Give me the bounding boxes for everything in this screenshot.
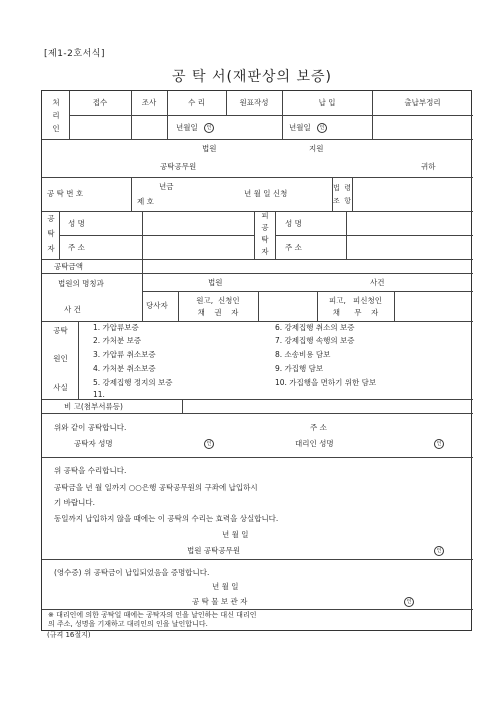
cause-item: 3. 가압류 취소보증 [93, 350, 156, 359]
seal-circle-icon: 인 [404, 597, 414, 607]
processor-side-label-1: 처 [52, 98, 60, 107]
court-label: 법원 [202, 144, 217, 153]
honorific-label: 귀하 [421, 162, 436, 171]
branch-label: 지원 [309, 144, 324, 153]
footnote-line2: 의 주소, 성명을 기재하고 대리인의 인을 날인합니다. [48, 620, 208, 628]
cause-item: 4. 가처분 취소보증 [93, 364, 156, 373]
cause-label-2: 원인 [53, 354, 68, 363]
receipt-custodian: 공 탁 물 보 관 자 [192, 597, 248, 606]
col-ledger-written: 원표작성 [239, 98, 269, 107]
form-frame [41, 90, 472, 631]
form-number-label: [제1-2호서식] [44, 49, 105, 59]
amount-label: 공탁금액 [54, 262, 83, 271]
col-investigated: 조사 [141, 98, 157, 107]
cause-item: 7. 강제집행 속행의 보증 [275, 336, 355, 345]
divider [69, 115, 473, 116]
application-date-label: 년 월 일 신청 [244, 189, 288, 198]
cause-item: 5. 강제집행 정지의 보증 [93, 378, 173, 387]
seal-circle-icon: 인 [317, 123, 327, 133]
counterparty-side-3: 탁 [261, 235, 269, 244]
page-title: 공 탁 서(재판상의 보증) [172, 69, 332, 85]
cause-item: 9. 가집행 담보 [275, 364, 324, 373]
case-label: 사 건 [64, 305, 81, 314]
paper-spec-label: (규격 16절지) [47, 631, 91, 639]
cause-label-3: 사실 [53, 383, 68, 392]
depositor-address-label: 주 소 [68, 243, 85, 252]
col-cashbook: 출납부정리 [404, 98, 441, 107]
acceptance-line1: 위 공탁을 수리합니다. [54, 466, 127, 475]
cause-item: 11. [93, 390, 105, 399]
remarks-label: 비 고(첨부서류등) [64, 402, 123, 411]
acceptance-line2: 공탁금을 년 월 일까지 ○○은행 공탁공무원의 구좌에 납입하시 [54, 483, 258, 492]
paid-date-label: 년월일 [289, 123, 311, 132]
declaration-address-label: 주 소 [310, 423, 327, 432]
footnote-line1: ※ 대리인에 의한 공탁일 때에는 공탁자의 인을 날인하는 대신 대리인 [48, 611, 257, 619]
case-court-label: 법원 [208, 278, 223, 287]
depositor-side-1: 공 [47, 214, 55, 223]
seal-circle-icon: 인 [434, 546, 444, 556]
counterparty-side-4: 자 [261, 247, 269, 256]
acceptance-line3: 기 바랍니다. [54, 498, 95, 507]
seal-circle-icon: 인 [434, 439, 444, 449]
cause-label-1: 공탁 [53, 326, 68, 335]
counterparty-name-label: 성 명 [285, 219, 302, 228]
seal-circle-icon: 인 [204, 123, 214, 133]
depositor-side-2: 탁 [47, 229, 55, 238]
parties-label: 당사자 [146, 301, 168, 310]
plaintiff-label: 원고, 신청인 채 권 자 [196, 296, 240, 317]
counterparty-address-label: 주 소 [285, 243, 302, 252]
col-accepted: 수 리 [188, 98, 205, 107]
accepted-date-label: 년월일 [176, 123, 198, 132]
case-name-label: 사건 [370, 278, 385, 287]
acceptance-line4: 동일까지 납입하지 않을 때에는 이 공탁의 수리는 효력을 상실합니다. [54, 514, 279, 523]
cause-item: 6. 강제집행 취소의 보증 [275, 323, 355, 332]
processor-side-label-2: 리 [52, 111, 60, 120]
cause-item: 8. 소송비용 담보 [275, 350, 331, 359]
col-paid: 납 입 [318, 98, 336, 107]
acceptance-officer: 법원 공탁공무원 [187, 546, 241, 555]
declaration-agent-label: 대리인 성명 [295, 439, 334, 448]
seal-circle-icon: 인 [204, 439, 214, 449]
acceptance-date: 년 월 일 [222, 530, 249, 539]
cause-item: 2. 가처분 보증 [93, 336, 142, 345]
declaration-text: 위와 같이 공탁합니다. [54, 423, 127, 432]
cause-item: 10. 가집행을 면하기 위한 담보 [275, 378, 377, 387]
officer-label: 공탁공무원 [160, 162, 197, 171]
counterparty-side-1: 피 [261, 211, 269, 220]
deposit-number-field: 제 호 [137, 197, 154, 206]
court-name-label: 법원의 명칭과 [58, 279, 104, 288]
depositor-name-label: 성 명 [68, 219, 85, 228]
processor-side-label-3: 인 [52, 124, 60, 133]
counterparty-side-2: 공 [261, 223, 269, 232]
receipt-date: 년 월 일 [212, 582, 239, 591]
col-received: 접수 [92, 98, 108, 107]
defendant-label: 피고, 피신청인 채 무 자 [328, 296, 382, 317]
deposit-number-label: 공 탁 번 호 [47, 189, 84, 198]
deposit-year-label: 년금 [159, 182, 174, 191]
declaration-depositor-label: 공탁자 성명 [74, 439, 113, 448]
cause-item: 1. 가압류보증 [93, 323, 139, 332]
statute-label: 법 령 조 항 [333, 184, 351, 205]
receipt-line: (영수증) 위 공탁금이 납입되었음을 증명합니다. [54, 568, 210, 577]
depositor-side-3: 자 [47, 244, 55, 253]
